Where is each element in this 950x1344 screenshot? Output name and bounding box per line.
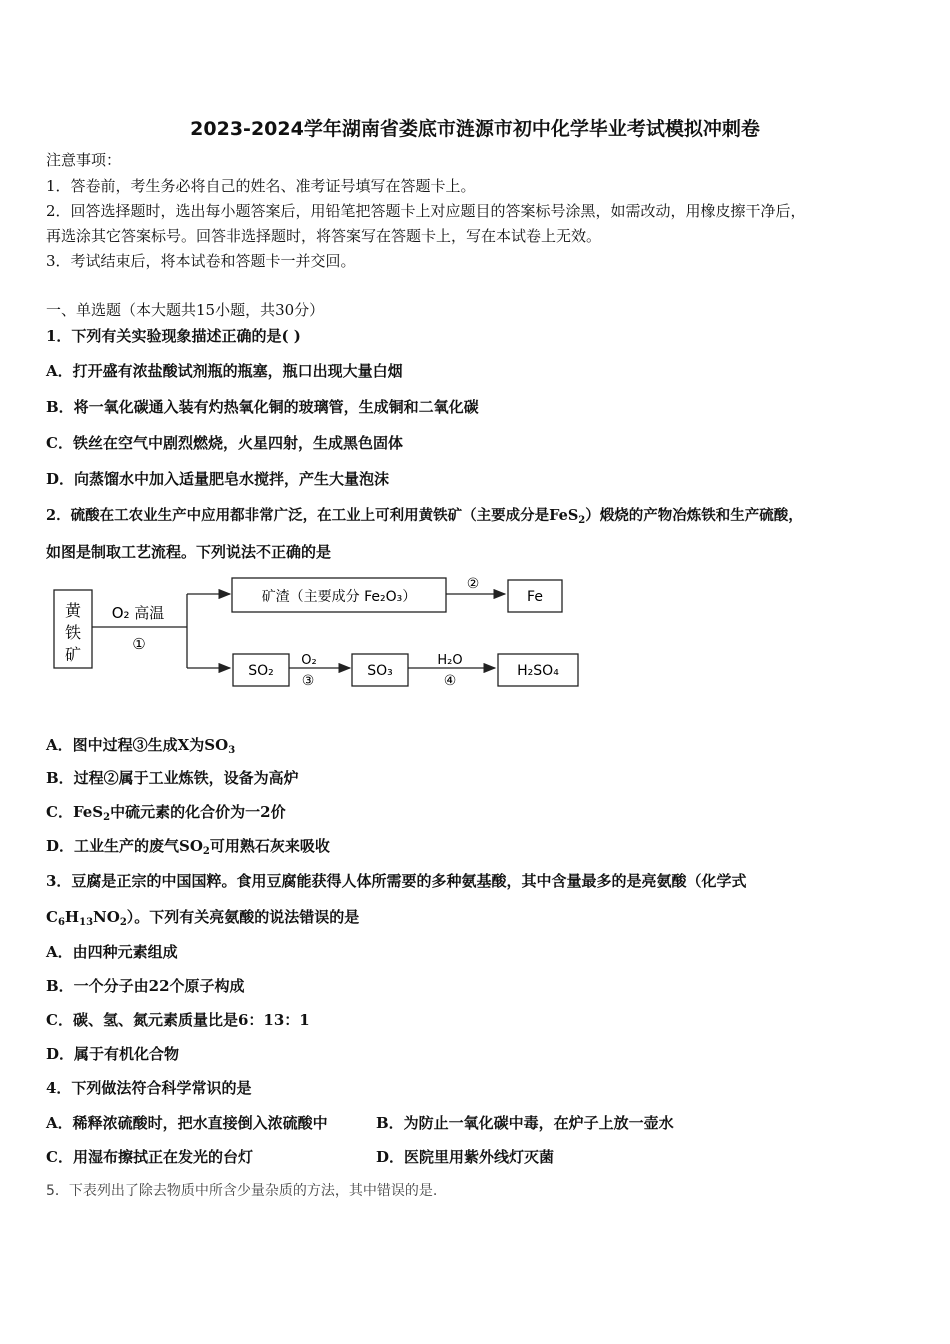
- ore-char: 矿: [64, 645, 82, 664]
- so2-label: SO₂: [248, 663, 274, 679]
- q3-option-a: A．由四种元素组成: [46, 943, 178, 961]
- q1-option-d: D．向蒸馏水中加入适量肥皂水搅拌，产生大量泡沫: [46, 470, 390, 488]
- condition-o2-high-temp: O₂ 高温: [111, 604, 165, 622]
- notice-item: 再选涂其它答案标号。回答非选择题时，将答案写在答题卡上，写在本试卷上无效。: [46, 227, 602, 245]
- q1-option-b: B．将一氧化碳通入装有灼热氧化铜的玻璃管，生成铜和二氧化碳: [46, 398, 479, 416]
- notice-item: 3．考试结束后，将本试卷和答题卡一并交回。: [46, 252, 356, 270]
- o2-condition: O₂: [301, 653, 317, 668]
- q2-option-b: B．过程②属于工业炼铁，设备为高炉: [46, 769, 299, 787]
- q4-option-c: C．用湿布擦拭正在发光的台灯: [46, 1148, 253, 1166]
- so3-label: SO₃: [367, 663, 393, 679]
- h2o-condition: H₂O: [437, 653, 463, 668]
- slag-label: 矿渣（主要成分 Fe₂O₃）: [261, 589, 417, 605]
- q3-option-b: B．一个分子由22个原子构成: [46, 977, 245, 995]
- q3-option-c: C．碳、氢、氮元素质量比是6：13：1: [46, 1011, 310, 1029]
- q4-stem: 4．下列做法符合科学常识的是: [46, 1079, 252, 1097]
- q5-stem: 5．下表列出了除去物质中所含少量杂质的方法，其中错误的是.: [46, 1183, 438, 1199]
- q4-option-b: B．为防止一氧化碳中毒，在炉子上放一壶水: [376, 1114, 674, 1132]
- q2-option-a: A．图中过程③生成X为$SO_3$: [46, 736, 236, 756]
- q3-stem: 3．豆腐是正宗的中国国粹。食用豆腐能获得人体所需要的多种氨基酸，其中含量最多的是亮氨酸（化学式: [46, 872, 747, 890]
- q2-stem: 2．硫酸在工农业生产中应用都非常广泛，在工业上可利用黄铁矿（主要成分是FeS$_2$）煅烧的产物冶炼铁和生产硫酸，: [46, 507, 803, 526]
- notice-heading: 注意事项：: [46, 151, 122, 169]
- ore-char: 黄: [64, 601, 82, 620]
- q1-option-c: C．铁丝在空气中剧烈燃烧，火星四射，生成黑色固体: [46, 434, 403, 452]
- notice-item: 2．回答选择题时，选出每小题答案后，用铅笔把答题卡上对应题目的答案标号涂黑，如需改动，用橡皮擦干净后，: [46, 202, 806, 220]
- step-3-label: ③: [301, 673, 315, 689]
- notice-item: 1．答卷前，考生务必将自己的姓名、准考证号填写在答题卡上。: [46, 177, 476, 195]
- q2-stem-line2: 如图是制取工艺流程。下列说法不正确的是: [46, 543, 332, 561]
- q1-stem: 1．下列有关实验现象描述正确的是( ): [46, 327, 301, 345]
- page-title: 2023-2024学年湖南省娄底市涟源市初中化学毕业考试模拟冲刺卷: [190, 118, 760, 140]
- step-2-label: ②: [466, 576, 480, 592]
- q3-stem-line2: $C_6H_{13}NO_2$）。下列有关亮氨酸的说法错误的是: [46, 908, 360, 928]
- section-heading: 一、单选题（本大题共15小题，共30分）: [46, 301, 325, 319]
- q4-option-a: A．稀释浓硫酸时，把水直接倒入浓硫酸中: [46, 1114, 328, 1132]
- step-4-label: ④: [443, 673, 457, 689]
- step-1-label: ①: [132, 635, 146, 653]
- q2-option-c: C．FeS$_2$中硫元素的化合价为一2价: [46, 803, 286, 823]
- q2-option-d: D．工业生产的废气$SO_2$可用熟石灰来吸收: [46, 837, 330, 857]
- ore-char: 铁: [64, 623, 82, 642]
- h2so4-label: H₂SO₄: [517, 663, 559, 679]
- q4-option-d: D．医院里用紫外线灯灭菌: [376, 1148, 555, 1166]
- q3-option-d: D．属于有机化合物: [46, 1045, 180, 1063]
- q1-option-a: A．打开盛有浓盐酸试剂瓶的瓶塞，瓶口出现大量白烟: [46, 362, 403, 380]
- fe-label: Fe: [527, 589, 543, 605]
- process-flow-diagram: [46, 568, 586, 698]
